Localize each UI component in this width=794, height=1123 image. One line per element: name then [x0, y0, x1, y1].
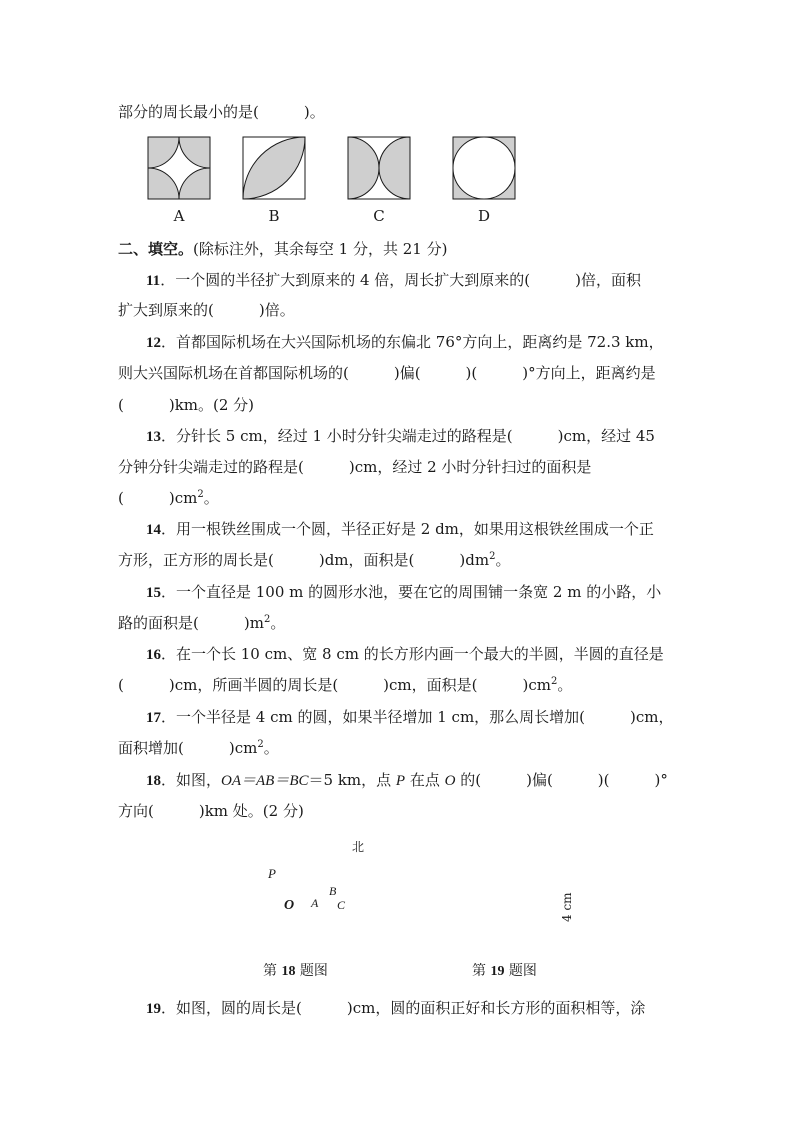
section-title: 二、填空。: [118, 240, 194, 258]
q13-line3: [118, 488, 219, 508]
q18-post: 的( )偏( )( )°: [455, 771, 668, 789]
q14-end: 。: [495, 551, 511, 569]
q15-line2: [118, 613, 285, 633]
section-note: (除标注外，其余每空 1 分，共 21 分): [193, 240, 448, 258]
option-d-figure: [453, 137, 515, 199]
figures-18-19: [0, 830, 794, 960]
q13-l3-text: ( )cm: [118, 489, 198, 507]
q16-line2: [118, 675, 572, 695]
q18-mid: ＝5 km，点: [308, 771, 396, 789]
q17-number: 17: [146, 710, 161, 726]
q17-l2-text: 面积增加( )cm: [118, 739, 258, 757]
q11-line1: [146, 270, 641, 291]
q12-number: 12: [146, 335, 161, 351]
q15-line1: [146, 582, 661, 603]
q17-sup: 2: [257, 739, 264, 750]
option-c-label: C: [373, 207, 385, 225]
fig18-caption-num: 18: [281, 964, 296, 979]
q14-l2-text: 方形，正方形的周长是( )dm，面积是( )dm: [118, 551, 490, 569]
fig18-label-o: O: [284, 898, 295, 913]
option-a-label: A: [173, 207, 185, 225]
q16-text: ．在一个长 10 cm、宽 8 cm 的长方形内画一个最大的半圆，半圆的直径是: [161, 645, 664, 663]
fig18-north-label: 北: [352, 840, 365, 854]
q16-line1: [146, 644, 664, 665]
q13-line1: [146, 426, 655, 447]
q10-figures: [0, 0, 794, 240]
q15-sup: 2: [263, 614, 271, 625]
q19-number: 19: [146, 1001, 161, 1017]
q13-end: 。: [203, 489, 219, 507]
q14-line1: [146, 519, 654, 540]
option-a-figure: [148, 137, 210, 199]
fig19-caption-num: 19: [490, 964, 505, 979]
q13-number: 13: [146, 429, 161, 445]
fig19-caption: [472, 960, 537, 980]
q15-end: 。: [270, 614, 286, 632]
q14-number: 14: [146, 522, 161, 538]
q13-sup: 2: [197, 489, 204, 500]
q12-line1: [146, 332, 664, 353]
q17-end: 。: [263, 739, 279, 757]
q18-line1: [146, 770, 668, 791]
option-d-label: D: [477, 207, 491, 225]
q15-l2-text: 路的面积是( )m: [118, 614, 264, 632]
q11-line2: 扩大到原来的( )倍。: [118, 301, 295, 319]
q18-o: O: [444, 773, 456, 789]
fig18-label-c: C: [337, 898, 346, 912]
q14-text: ．用一根铁丝围成一个圆，半径正好是 2 dm，如果用这根铁丝围成一个正: [161, 520, 654, 538]
q16-sup: 2: [551, 676, 558, 687]
q19-text: ．如图，圆的周长是( )cm，圆的面积正好和长方形的面积相等，涂: [161, 999, 646, 1017]
q15-number: 15: [146, 585, 161, 601]
fig18-caption-post: 题图: [295, 963, 328, 979]
option-c-figure: [348, 137, 410, 199]
q14-line2: [118, 550, 510, 570]
q13-text: ．分针长 5 cm，经过 1 小时分针尖端走过的路程是( )cm，经过 45: [161, 427, 655, 445]
fig18-label-b: B: [329, 884, 337, 898]
q17-line2: [118, 738, 279, 758]
q18-line2: 方向( )km 处。(2 分): [118, 802, 304, 820]
option-b-label: B: [268, 207, 280, 225]
option-b-figure: [243, 137, 305, 199]
q16-l2-text: ( )cm，所画半圆的周长是( )cm，面积是( )cm: [118, 676, 551, 694]
q18-math: OA＝AB＝BC: [221, 773, 309, 789]
q11-number: 11: [146, 273, 161, 289]
q18-number: 18: [146, 773, 161, 789]
q18-p: P: [395, 773, 406, 789]
q12-line2: 则大兴国际机场在首都国际机场的( )偏( )( )°方向上，距离约是: [118, 364, 656, 382]
fig19-caption-pre: 第: [472, 963, 491, 979]
q19-line1: [146, 998, 645, 1019]
q11-text: ．一个圆的半径扩大到原来的 4 倍，周长扩大到原来的( )倍，面积: [160, 271, 641, 289]
q18-mid2: 在点: [405, 771, 445, 789]
q17-text: ．一个半径是 4 cm 的圆，如果半径增加 1 cm，那么周长增加( )cm，: [161, 708, 674, 726]
q16-number: 16: [146, 647, 161, 663]
q12-line3: ( )km。(2 分): [118, 396, 255, 414]
fig18-label-a: A: [311, 896, 319, 910]
fig18-label-p: P: [268, 866, 276, 881]
q12-text: ．首都国际机场在大兴国际机场的东偏北 76°方向上，距离约是 72.3 km，: [161, 333, 664, 351]
q15-text: ．一个直径是 100 m 的圆形水池，要在它的周围铺一条宽 2 m 的小路，小: [161, 583, 662, 601]
fig18-caption-pre: 第: [263, 963, 282, 979]
fig18-caption: [263, 960, 328, 980]
q10-tail: 部分的周长最小的是( )。: [118, 103, 325, 121]
section-heading: [118, 239, 447, 259]
q16-end: 。: [557, 676, 573, 694]
q13-line2: 分钟分针尖端走过的路程是( )cm，经过 2 小时分针扫过的面积是: [118, 458, 592, 476]
fig19-dimension-label: 4 cm: [560, 892, 574, 922]
fig19-caption-post: 题图: [504, 963, 537, 979]
q14-sup: 2: [489, 551, 496, 562]
q18-pre: ．如图，: [161, 771, 222, 789]
q17-line1: [146, 707, 674, 728]
